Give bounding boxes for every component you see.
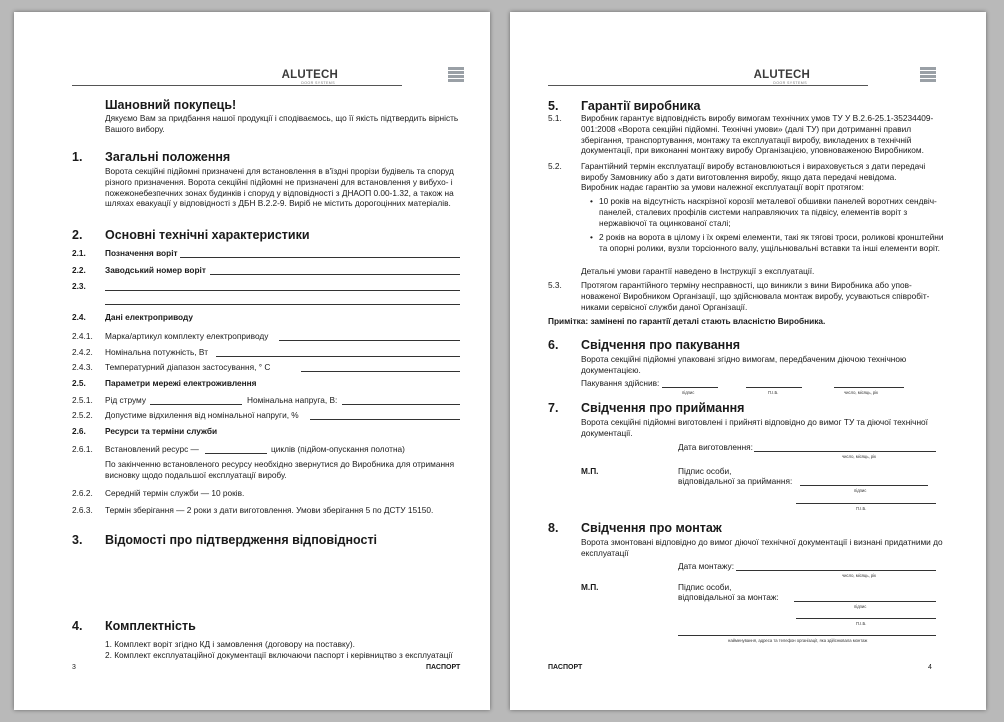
resource-note: По закінченню встановленого ресурсу необхідно звернутися до Виробника для отримання висновку щодо подальшої експлуатації виробу. bbox=[105, 459, 455, 480]
footer-label: ПАСПОРТ bbox=[426, 664, 461, 671]
right-page: ALUTECH DOOR SYSTEMS 5. Гарантії виробника 5.1. Виробник гарантує відповідність виробу вимогам технічних умов ТУ У В.2.6-25.1-35234409-001:2008 «Ворота секційні підйомні. Технічні умови» (далі ТУ) при дотриманні правил зберігання, транспортування, монтажу та експлуатації виробу, викладених в технічній документації, при виконанні монтажу виробу Організацією, уповноваженою Виробником. 5.2. Гарантійний термін експлуатації виробу встановлюються і вираховується з дати передачі виробу Замовнику або з дати виготовлення виробу, якщо дата передачі невідома. Виробник надає гарантію за умови належної експлуатації воріт протягом: • 10 років на відсутність наскрізної корозії металевої обшивки панелей воротних сендвіч-панелей, сталевих профілів системи направляючих та підвісу, елементів воріт з нержавіючої та оцинкованої сталі; • 2 років на ворота в цілому і їх окремі елементи, такі як тягові троси, роликові кронштейни та опорні ролики, вузли торсіонного валу, ущільнювальні вставки та інші елементи воріт. Детальні умови гарантії наведено в Інструкції з експлуатації. 5.3. Протягом гарантійного терміну несправності, що виникли з вини Виробника або упов- новаженої Виробником Організації, що здійснювала монтаж виробу, усуваються співробіт- никами сервісної служби даної Організації. Примітка: замінені по гарантії деталі стають власністю Виробника. 6. Свідчення про пакування Ворота секційні підйомні упаковані згідно вимогам, передбаченим діючою технічною документацією. Пакування здійснив: підпис П.І.Б. число, місяць, рік 7. Свідчення про приймання Ворота секційні підйомні виготовлені і прийняті відповідно до вимог ТУ та діючої технічної документації. Дата виготовлення: число, місяць, рік М.П. Підпис особи, відповідальної за приймання: підпис П.І.Б. 8. Свідчення про монтаж Ворота змонтовані відповідно до вимог діючої технічної документації і визнані придатними до експлуатації Дата монтажу: число, місяць, рік М.П. Підпис особи, відповідальної за монтаж: підпис П.І.Б. найменування, адреса та телефон організації, яка здійснювала монтаж ПАСПОРТ 4 bbox=[510, 12, 986, 710]
packing-text: Ворота секційні підйомні упаковані згідно вимогам, передбаченим діючою технічною документацією. bbox=[581, 354, 907, 375]
greeting-text: Дякуємо Вам за придбання нашої продукції і сподіваємось, що її якість підтвердить вірність Вашого вибору. bbox=[105, 113, 459, 134]
power-field[interactable] bbox=[216, 356, 460, 357]
installation-text: Ворота змонтовані відповідно до вимог діючої технічної документації і визнані придатними до експлуатації bbox=[581, 537, 943, 558]
logo-bars-icon bbox=[920, 67, 936, 83]
acceptance-signer-label-2: відповідальної за приймання: bbox=[678, 476, 793, 486]
installation-signer-label-1: Підпис особи, bbox=[678, 582, 732, 592]
current-type-field[interactable] bbox=[150, 404, 242, 405]
voltage-deviation-field[interactable] bbox=[310, 419, 460, 420]
rated-voltage-label: Номінальна напруга, В: bbox=[247, 395, 338, 405]
installation-stamp: М.П. bbox=[581, 582, 599, 592]
packing-name-caption: П.І.Б. bbox=[768, 390, 779, 395]
completeness-item-1: 1. Комплект воріт згідно КД і замовлення (договору на поставку). bbox=[105, 639, 355, 649]
left-page: ALUTECH DOOR SYSTEMS Шановний покупець! Дякуємо Вам за придбання нашої продукції і сподіваємось, що її якість підтвердить вірність Вашого вибору. 1. Загальні положення Ворота секційні підйомні призначені для встановлення в в'їздні прорізи будівель та споруд різного призначення. Ворота секційні підйомні не призначені для встановлення у вибухо- і пожежонебезпечних зонах будинків і споруд у відповідності з ДНАОП 0.00-1.32, а також на шляхах евакуації у відповідності з ДБН В.2.2-9. Виріб не містить дорогоцінних матеріалів. 2. Основні технічні характеристики 2.1. Позначення воріт 2.2. Заводський номер воріт 2.3. 2.4. Дані електроприводу 2.4.1. Марка/артикул комплекту електроприводу 2.4.2. Номінальна потужність, Вт 2.4.3. Температурний діапазон застосування, ° С 2.5. Параметри мережі електроживлення 2.5.1. Рід струму Номінальна напруга, В: 2.5.2. Допустиме відхилення від номінальної напруги, % 2.6. Ресурси та терміни служби 2.6.1. Встановлений ресурс — циклів (підйом-опускання полотна) По закінченню встановленого ресурсу необхідно звернутися до Виробника для отримання висновку щодо подальшої експлуатації виробу. 2.6.2. Середній термін служби — 10 років. 2.6.3. Термін зберігання — 2 роки з дати виготовлення. Умови зберігання 5 по ДСТУ 15150. 3. Відомості про підтвердження відповідності 4. Комплектність 1. Комплект воріт згідно КД і замовлення (договору на поставку). 2. Комплект експлуатаційної документації включаючи паспорт і керівництво з експлуатації 3 ПАСПОРТ bbox=[14, 12, 490, 710]
installation-signer-label-2: відповідальної за монтаж: bbox=[678, 592, 779, 602]
manufacture-date-label: Дата виготовлення: bbox=[678, 442, 753, 452]
acceptance-stamp: М.П. bbox=[581, 466, 599, 476]
brand-name: ALUTECH bbox=[281, 69, 338, 81]
brand-name: ALUTECH bbox=[753, 69, 810, 81]
para-5-2-terms: Виробник надає гарантію за умови належної експлуатації воріт протягом: bbox=[581, 182, 864, 192]
installation-date-label: Дата монтажу: bbox=[678, 561, 734, 571]
header-rule bbox=[548, 85, 868, 86]
serial-number-field[interactable] bbox=[210, 274, 460, 275]
logo-bars-icon bbox=[448, 67, 464, 83]
resource-field[interactable] bbox=[205, 453, 267, 454]
drive-model-field[interactable] bbox=[279, 340, 460, 341]
packing-label: Пакування здійснив: bbox=[581, 378, 660, 388]
packing-signature-caption: підпис bbox=[682, 390, 695, 395]
cycles-label: циклів (підйом-опускання полотна) bbox=[271, 444, 405, 454]
para-5-2: Гарантійний термін експлуатації виробу встановлюються і вираховується з дати передачі виробу Замовнику або з дати виготовлення виробу, якщо дата передачі невідома. bbox=[581, 161, 926, 182]
row-2-3-field[interactable] bbox=[105, 290, 460, 291]
para-5-3: Протягом гарантійного терміну несправності, що виникли з вини Виробника або упов- новаженої Виробником Організації, що здійснювала монтаж виробу, усуваються співробіт- никами сервісної служби даної Організації. bbox=[581, 280, 930, 312]
installation-name-caption: П.І.Б. bbox=[856, 621, 867, 626]
section-1-text: Ворота секційні підйомні призначені для встановлення в в'їздні прорізи будівель та споруд різного призначення. Ворота секційні підйомні не призначені для встановлення у вибухо- і пожежонебезпечних зонах будинків і споруд у відповідності з ДНАОП 0.00-1.32, а також на шляхах евакуації у відповідності з ДБН В.2.2-9. Виріб не містить дорогоцінних матеріалів. bbox=[105, 166, 454, 209]
installation-signature-caption: підпис bbox=[854, 604, 867, 609]
installation-date-field[interactable] bbox=[736, 570, 936, 571]
installation-signature-field[interactable] bbox=[794, 601, 936, 602]
para-5-1: Виробник гарантує відповідність виробу вимогам технічних умов ТУ У В.2.6-25.1-35234409-001:2008 «Ворота секційні підйомні. Технічні умови» (далі ТУ) при дотриманні правил зберігання, транспортування, монтажу та експлуатації виробу, викладених в технічній документації, при виконанні монтажу виробу Організацією, уповноваженою Виробником. bbox=[581, 113, 934, 156]
acceptance-signer-label-1: Підпис особи, bbox=[678, 466, 732, 476]
greeting-heading: Шановний покупець! bbox=[105, 98, 237, 112]
acceptance-name-field[interactable] bbox=[796, 503, 936, 504]
packing-date-field[interactable] bbox=[834, 387, 904, 388]
installation-date-caption: число, місяць, рік bbox=[842, 573, 876, 578]
packing-name-field[interactable] bbox=[746, 387, 802, 388]
gate-designation-field[interactable] bbox=[180, 257, 460, 258]
brand-tagline: DOOR SYSTEMS bbox=[301, 81, 335, 85]
acceptance-signature-field[interactable] bbox=[800, 485, 928, 486]
page-number: 3 bbox=[72, 664, 76, 671]
installation-name-field[interactable] bbox=[796, 618, 936, 619]
brand-tagline: DOOR SYSTEMS bbox=[773, 81, 807, 85]
completeness-item-2: 2. Комплект експлуатаційної документації включаючи паспорт і керівництво з експлуатації bbox=[105, 650, 453, 660]
installer-organization-field[interactable] bbox=[678, 635, 936, 636]
acceptance-name-caption: П.І.Б. bbox=[856, 506, 867, 511]
temperature-field[interactable] bbox=[301, 371, 460, 372]
header-rule bbox=[72, 85, 402, 86]
para-5-2-number: 5.2. bbox=[548, 161, 562, 171]
warranty-note: Примітка: замінені по гарантії деталі стають власністю Виробника. bbox=[548, 316, 826, 326]
acceptance-text: Ворота секційні підйомні виготовлені і прийняті відповідно до вимог ТУ та діючої технічної документації. bbox=[581, 417, 928, 438]
packing-date-caption: число, місяць, рік bbox=[844, 390, 878, 395]
installer-organization-caption: найменування, адреса та телефон організації, яка здійснювала монтаж bbox=[728, 638, 868, 643]
row-2-3-field-2[interactable] bbox=[105, 304, 460, 305]
packing-signature-field[interactable] bbox=[662, 387, 718, 388]
acceptance-signature-caption: підпис bbox=[854, 488, 867, 493]
page-number: 4 bbox=[928, 664, 932, 671]
warranty-details: Детальні умови гарантії наведено в Інструкції з експлуатації. bbox=[581, 266, 815, 276]
footer-label: ПАСПОРТ bbox=[548, 664, 583, 671]
para-5-3-number: 5.3. bbox=[548, 280, 562, 290]
manufacture-date-caption: число, місяць, рік bbox=[842, 454, 876, 459]
para-5-1-number: 5.1. bbox=[548, 113, 562, 123]
rated-voltage-field[interactable] bbox=[342, 404, 460, 405]
manufacture-date-field[interactable] bbox=[754, 451, 936, 452]
